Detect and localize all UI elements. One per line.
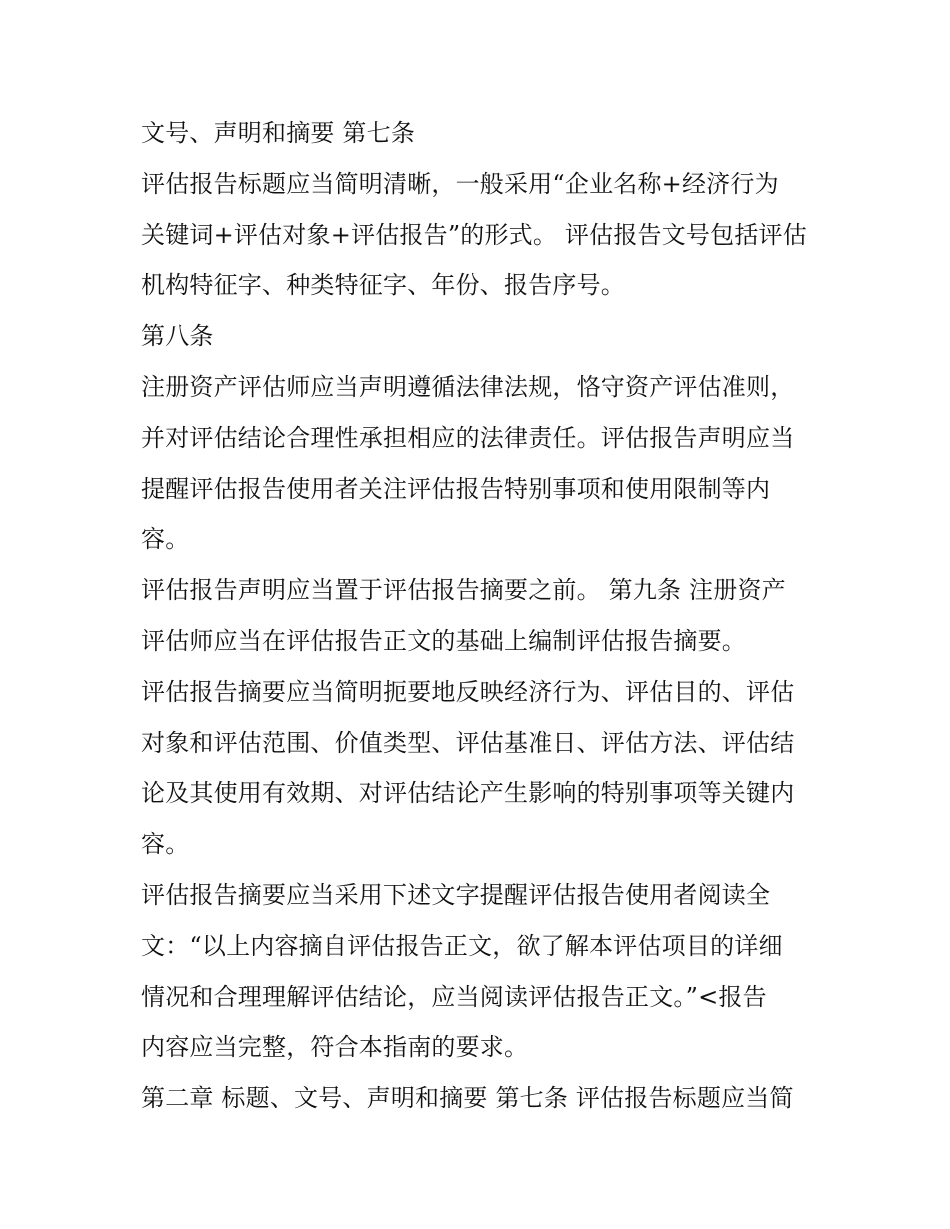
text-line: 内容应当完整，符合本指南的要求。	[141, 1033, 529, 1062]
text-line: 关键词+评估对象+评估报告”的形式。 评估报告文号包括评估	[141, 220, 807, 249]
text-line: 容。	[141, 525, 190, 554]
text-line: 文：“以上内容摘自评估报告正文，欲了解本评估项目的详细	[141, 931, 783, 960]
text-line: 提醒评估报告使用者关注评估报告特别事项和使用限制等内	[141, 474, 771, 503]
text-line: 论及其使用有效期、对评估结论产生影响的特别事项等关键内	[141, 779, 795, 808]
text-line: 评估报告标题应当简明清晰，一般采用“企业名称+经济行为	[141, 169, 779, 198]
text-line: 容。	[141, 830, 190, 859]
text-line: 情况和合理理解评估结论，应当阅读评估报告正文。”<报告	[141, 982, 767, 1011]
text-line: 评估报告声明应当置于评估报告摘要之前。 第九条 注册资产	[141, 576, 786, 605]
text-line: 注册资产评估师应当声明遵循法律法规，恪守资产评估准则，	[141, 372, 795, 401]
text-line: 并对评估结论合理性承担相应的法律责任。评估报告声明应当	[141, 423, 795, 452]
text-line: 评估师应当在评估报告正文的基础上编制评估报告摘要。	[141, 626, 746, 655]
text-line: 第八条	[141, 322, 214, 351]
text-line: 评估报告摘要应当简明扼要地反映经济行为、评估目的、评估	[141, 677, 795, 706]
text-line: 文号、声明和摘要 第七条	[141, 119, 416, 147]
text-line: 评估报告摘要应当采用下述文字提醒评估报告使用者阅读全	[141, 880, 771, 909]
text-line: 第二章 标题、文号、声明和摘要 第七条 评估报告标题应当简	[141, 1084, 794, 1113]
text-line: 机构特征字、种类特征字、年份、报告序号。	[141, 271, 625, 300]
document-body	[141, 108, 821, 1124]
text-line: 对象和评估范围、价值类型、评估基准日、评估方法、评估结	[141, 728, 795, 757]
